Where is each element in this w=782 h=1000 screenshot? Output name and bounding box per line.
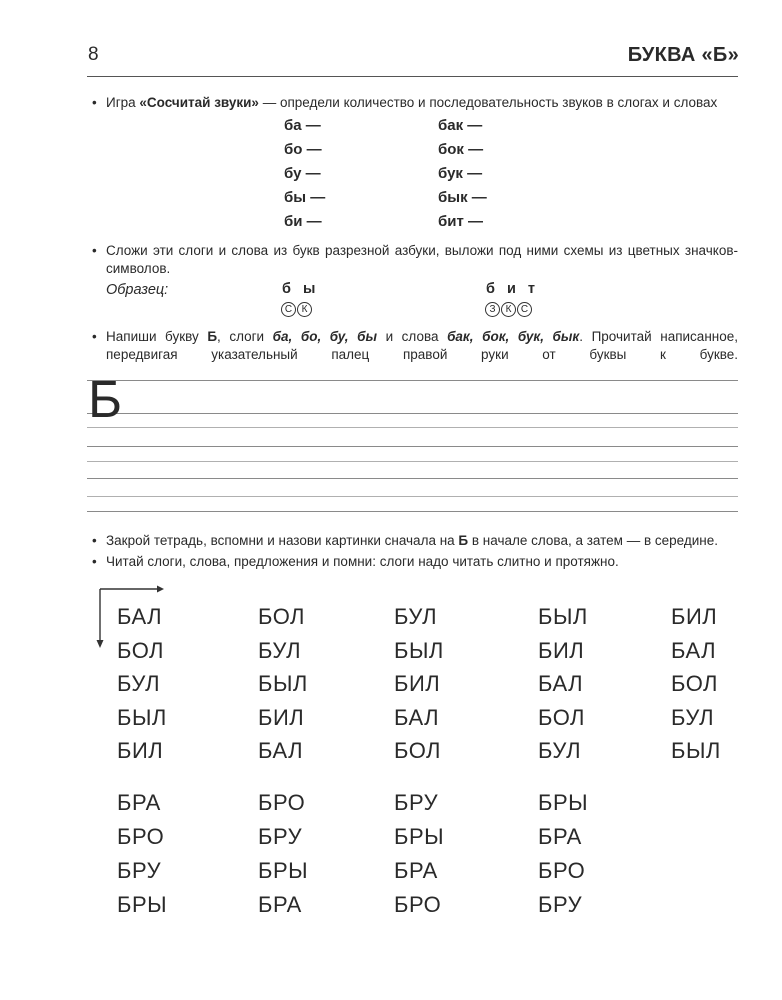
page-title: БУКВА «Б» <box>627 44 739 66</box>
syllable-grid-1-cell: БИЛ <box>671 604 718 629</box>
word-right: бит — <box>438 213 483 230</box>
sample-1-letters: б ы <box>282 281 320 297</box>
sample-label: Образец: <box>106 282 169 298</box>
syllable-left: би — <box>284 213 322 230</box>
syllable-left: ба — <box>284 117 321 134</box>
syllable-grid-1-cell: БИЛ <box>117 738 164 763</box>
syllable-grid-2-cell: БРА <box>258 892 302 917</box>
word-right: бак — <box>438 117 483 134</box>
syllable-grid-2-cell: БРО <box>258 790 306 815</box>
syllable-grid-1-cell: БУЛ <box>394 604 438 629</box>
writing-line <box>87 413 738 414</box>
syllable-grid-1-cell: БАЛ <box>538 671 584 696</box>
syllable-grid-1-cell: БОЛ <box>117 637 164 663</box>
writing-line <box>87 478 738 479</box>
bullet-task-4: • <box>92 533 97 548</box>
writing-line <box>87 427 738 428</box>
syllable-grid-2-cell: БРЫ <box>117 892 168 917</box>
syllable-grid-1-cell: БЫЛ <box>671 738 721 763</box>
syllable-grid-1-cell: БАЛ <box>394 704 440 730</box>
syllable-grid-1-cell: БАЛ <box>258 738 304 763</box>
syllable-grid-1-cell: БЫЛ <box>117 704 167 730</box>
writing-line <box>87 511 738 512</box>
sample-2-letters: б и т <box>486 281 540 297</box>
syllable-grid-2-cell: БРУ <box>258 824 303 849</box>
syllable-grid-1-cell: БАЛ <box>671 637 717 663</box>
word-right: бок — <box>438 141 484 158</box>
page-number: 8 <box>88 44 99 65</box>
syllable-grid-1-cell: БОЛ <box>538 704 585 730</box>
syllable-left: бо — <box>284 141 322 158</box>
bullet-task-1: • <box>92 95 97 110</box>
writing-line <box>87 461 738 462</box>
task-4-instruction: Закрой тетрадь, вспомни и назови картинки сначала на Б в начале слова, а затем — в середине. <box>106 533 718 548</box>
header-divider <box>87 76 738 77</box>
syllable-grid-1-cell: БОЛ <box>258 604 305 629</box>
syllable-grid-2-cell: БРЫ <box>258 858 309 883</box>
syllable-grid-1-cell: БИЛ <box>394 671 441 696</box>
syllable-grid-2-cell: БРО <box>117 824 165 849</box>
writing-line <box>87 380 738 381</box>
syllable-grid-1-cell: БУЛ <box>117 671 161 696</box>
syllable-grid-1-cell: БОЛ <box>394 738 441 763</box>
syllable-grid-2-cell: БРУ <box>117 858 162 883</box>
task-5-instruction: Читай слоги, слова, предложения и помни: слоги надо читать слитно и протяжно. <box>106 554 619 569</box>
writing-line <box>87 446 738 447</box>
syllable-grid-2-cell: БРУ <box>538 892 583 917</box>
sound-symbol-circle: К <box>501 302 516 317</box>
bullet-task-2: • <box>92 243 97 258</box>
syllable-grid-1-cell: БИЛ <box>538 637 585 663</box>
syllable-grid-1-cell: БЫЛ <box>538 604 588 629</box>
sample-1-scheme <box>281 299 313 317</box>
task-3-instruction: Напиши букву Б, слоги ба, бо, бу, бы и слова бак, бок, бук, бык. Прочитай написанное, передвигая указательный палец правой руки от буквы к букве. <box>106 329 738 362</box>
sound-symbol-circle: С <box>281 302 296 317</box>
word-right: бук — <box>438 165 483 182</box>
syllable-grid-1-cell: БУЛ <box>538 738 582 763</box>
syllable-left: бы — <box>284 189 326 206</box>
syllable-grid-1-cell: БОЛ <box>671 671 718 696</box>
syllable-grid-2-cell: БРУ <box>394 790 439 815</box>
task-2-instruction: Сложи эти слоги и слова из букв разрезной азбуки, выложи под ними схемы из цветных значков-символов. <box>106 243 738 276</box>
sound-symbol-circle: К <box>297 302 312 317</box>
word-right: бык — <box>438 189 487 206</box>
bullet-task-5: • <box>92 554 97 569</box>
syllable-grid-1-cell: БЫЛ <box>258 671 308 696</box>
syllable-grid-2-cell: БРЫ <box>538 790 589 815</box>
writing-line <box>87 496 738 497</box>
syllable-grid-2-cell: БРО <box>538 858 586 883</box>
syllable-grid-1-cell: БЫЛ <box>394 637 444 663</box>
syllable-left: бу — <box>284 165 321 182</box>
syllable-grid-1-cell: БУЛ <box>258 637 302 663</box>
syllable-grid-2-cell: БРА <box>394 858 438 883</box>
sample-letter-b: Б <box>88 371 123 429</box>
sample-2-scheme <box>485 299 533 317</box>
syllable-grid-2-cell: БРА <box>117 790 161 815</box>
syllable-grid-1-cell: БАЛ <box>117 604 163 629</box>
sound-symbol-circle: З <box>485 302 500 317</box>
task-1-instruction: Игра «Сосчитай звуки» — определи количество и последовательность звуков в слогах и словах <box>106 95 718 110</box>
sound-symbol-circle: С <box>517 302 532 317</box>
syllable-grid-1-cell: БИЛ <box>258 704 305 730</box>
syllable-grid-2-cell: БРЫ <box>394 824 445 849</box>
syllable-grid-2-cell: БРА <box>538 824 582 849</box>
syllable-grid-1-cell: БУЛ <box>671 704 715 730</box>
bullet-task-3: • <box>92 329 97 344</box>
syllable-grid-2-cell: БРО <box>394 892 442 917</box>
